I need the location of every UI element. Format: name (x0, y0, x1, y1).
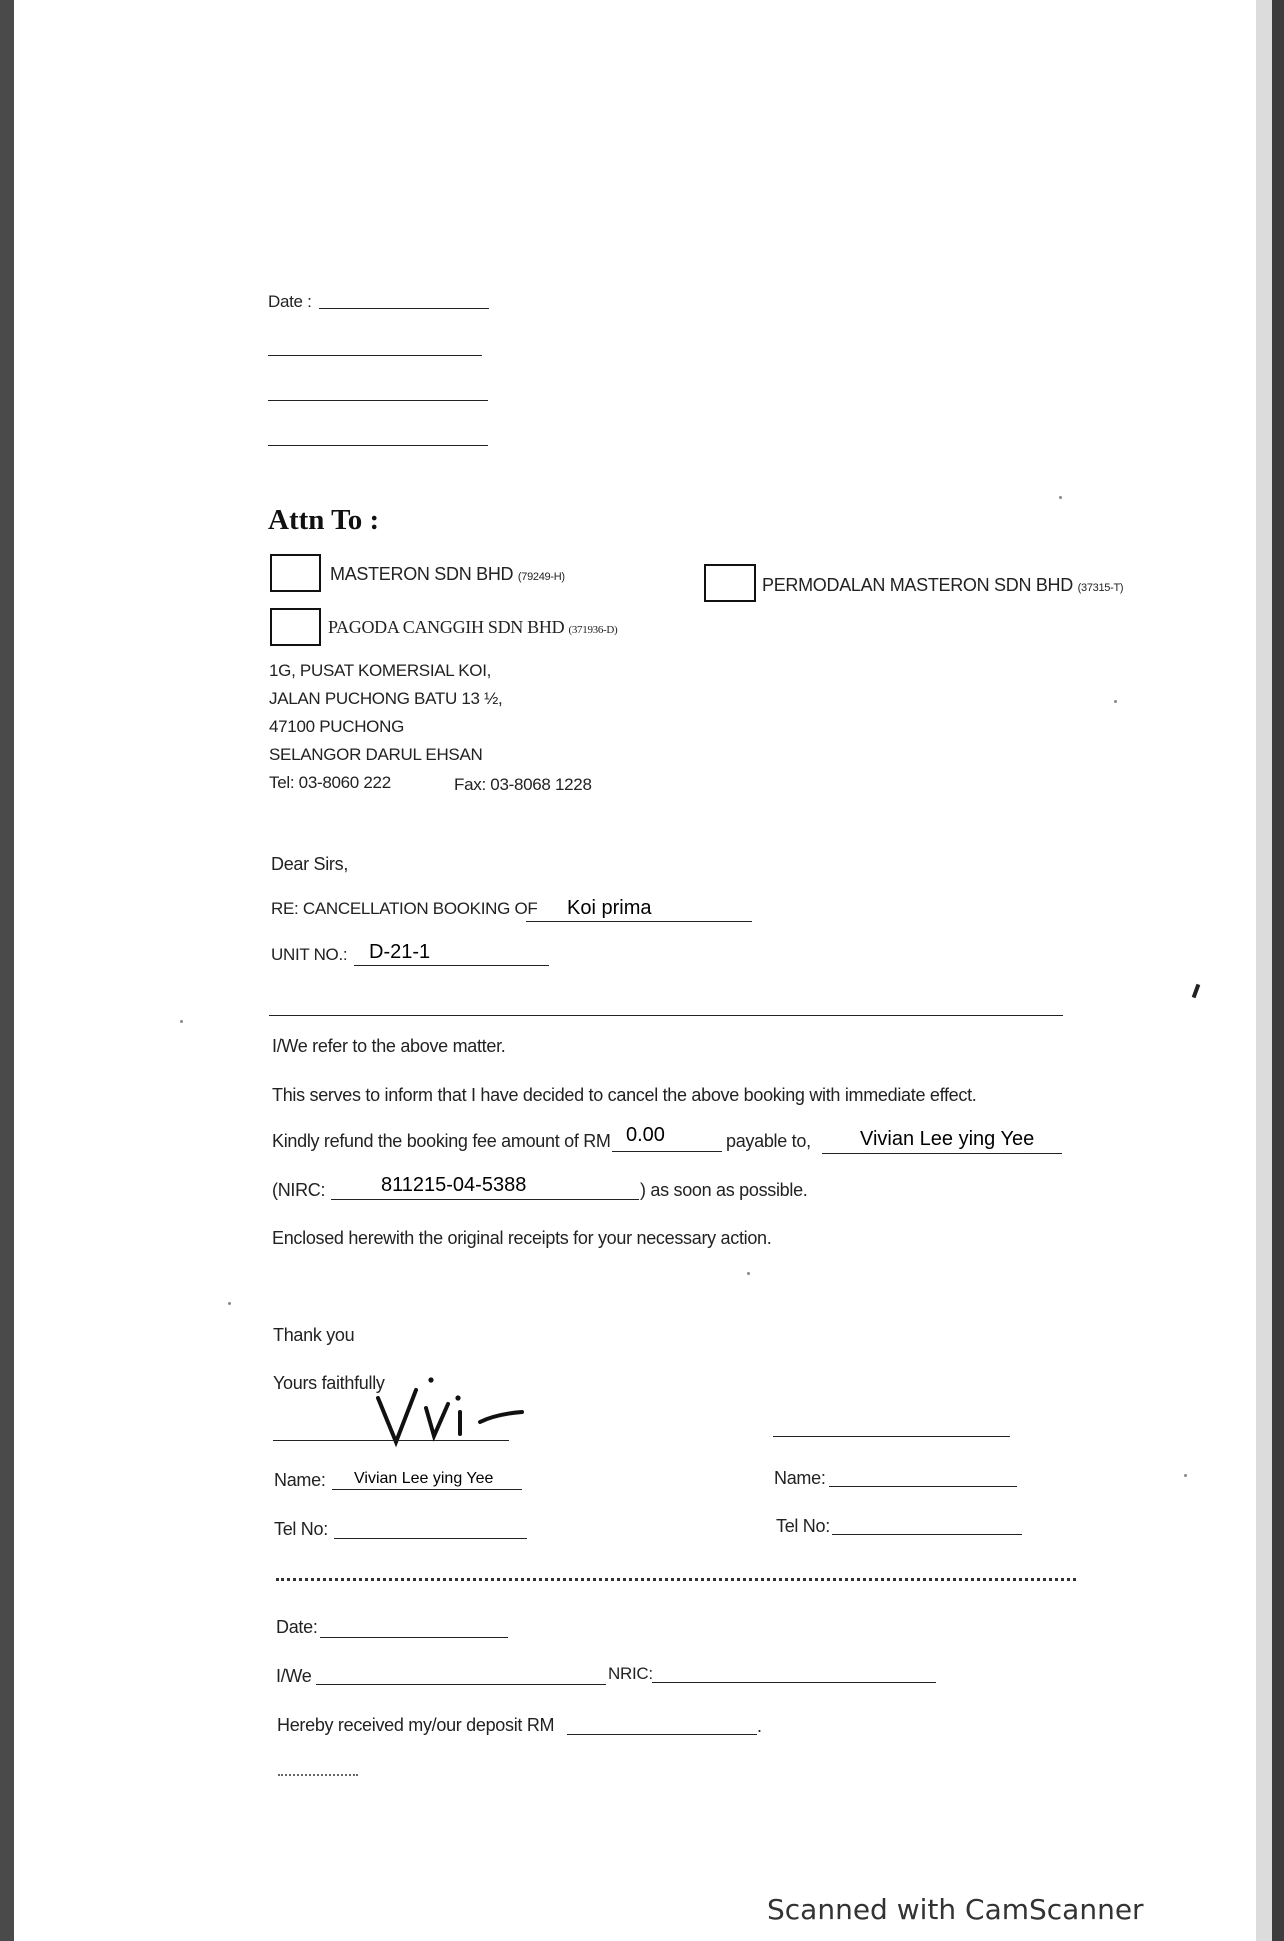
name-line (332, 1489, 522, 1490)
re-label: RE: CANCELLATION BOOKING OF (271, 899, 538, 918)
camscanner-watermark: Scanned with CamScanner (767, 1893, 1144, 1926)
right-name-line (829, 1486, 1017, 1487)
receipt-nric-label: NRIC: (608, 1664, 653, 1683)
payable-to-value: Vivian Lee ying Yee (860, 1128, 1035, 1150)
address-line2: JALAN PUCHONG BATU 13 ½, (269, 689, 503, 708)
signature-line-right (773, 1436, 1010, 1437)
paragraph-enclosed: Enclosed herewith the original receipts for your necessary action. (272, 1228, 772, 1248)
paragraph-cancel: This serves to inform that I have decided to cancel the above booking with immediate effect. (272, 1085, 977, 1105)
tel-label: Tel No: (274, 1519, 328, 1539)
nric-line (331, 1199, 639, 1200)
payable-label: payable to, (726, 1131, 811, 1151)
payable-line (822, 1153, 1062, 1154)
receipt-we-line (316, 1684, 606, 1685)
nric-label: (NIRC: (272, 1180, 326, 1200)
name-value: Vivian Lee ying Yee (354, 1470, 494, 1487)
scan-speck (180, 1020, 183, 1023)
nric-value: 811215-04-5388 (381, 1174, 527, 1196)
receipt-date-line (320, 1637, 508, 1638)
address-line-2 (268, 400, 488, 401)
date-label: Date : (268, 292, 312, 311)
salutation: Dear Sirs, (271, 854, 349, 874)
unit-value: D-21-1 (369, 941, 431, 963)
tel-line (334, 1538, 527, 1539)
refund-label: Kindly refund the booking fee amount of RM (272, 1131, 611, 1151)
address-line-1 (268, 355, 482, 356)
checkbox-permodalan-masteron[interactable] (704, 564, 756, 602)
checkbox-masteron[interactable] (270, 554, 321, 592)
company-masteron: MASTERON SDN BHD (79249-H) (330, 564, 565, 584)
deposit-suffix: . (757, 1716, 762, 1736)
scan-speck (228, 1302, 231, 1305)
scan-border-right-light (1254, 0, 1272, 1941)
scan-speck (1184, 1474, 1187, 1477)
signature-line-left (273, 1440, 509, 1441)
scan-border-right (1272, 0, 1284, 1941)
paragraph-refer: I/We refer to the above matter. (272, 1036, 506, 1056)
unit-label: UNIT NO.: (271, 945, 348, 964)
scan-speck (747, 1272, 750, 1275)
company-permodalan-masteron: PERMODALAN MASTERON SDN BHD (37315-T) (762, 575, 1124, 595)
dotted-divider (276, 1578, 1076, 1581)
cut-off-text (278, 1770, 358, 1776)
attn-heading: Attn To : (268, 504, 380, 536)
address-line1: 1G, PUSAT KOMERSIAL KOI, (269, 661, 492, 680)
receipt-nric-line (652, 1682, 936, 1683)
address-line3: 47100 PUCHONG (269, 717, 404, 736)
unit-line (354, 965, 549, 966)
company-pagoda-canggih: PAGODA CANGGIH SDN BHD (371936-D) (328, 617, 618, 637)
checkbox-pagoda-canggih[interactable] (270, 608, 321, 646)
address-tel: Tel: 03-8060 222 (269, 773, 391, 792)
address-line4: SELANGOR DARUL EHSAN (269, 745, 483, 764)
receipt-we-label: I/We (276, 1666, 312, 1686)
nric-suffix: ) as soon as possible. (640, 1180, 808, 1200)
address-line-3 (268, 445, 488, 446)
receipt-date-label: Date: (276, 1617, 318, 1637)
address-fax: Fax: 03-8068 1228 (454, 775, 592, 794)
scan-mark (1192, 984, 1201, 999)
right-tel-label: Tel No: (776, 1516, 830, 1536)
name-label: Name: (274, 1470, 326, 1490)
document-page (14, 0, 1256, 1941)
scan-speck (1114, 700, 1117, 703)
deposit-line (567, 1734, 757, 1735)
re-value: Koi prima (567, 897, 652, 919)
scan-border-left (0, 0, 14, 1941)
scan-speck (1059, 496, 1062, 499)
handwritten-signature (364, 1360, 554, 1460)
re-line (526, 921, 752, 922)
refund-amount-line (612, 1151, 722, 1152)
yours-faithfully: Yours faithfully (273, 1373, 385, 1393)
right-tel-line (832, 1534, 1022, 1535)
right-name-label: Name: (774, 1468, 826, 1488)
deposit-label: Hereby received my/our deposit RM (277, 1715, 555, 1735)
thank-you: Thank you (273, 1325, 355, 1345)
section-divider (269, 1015, 1063, 1016)
refund-amount: 0.00 (626, 1124, 665, 1146)
date-line (319, 308, 489, 309)
